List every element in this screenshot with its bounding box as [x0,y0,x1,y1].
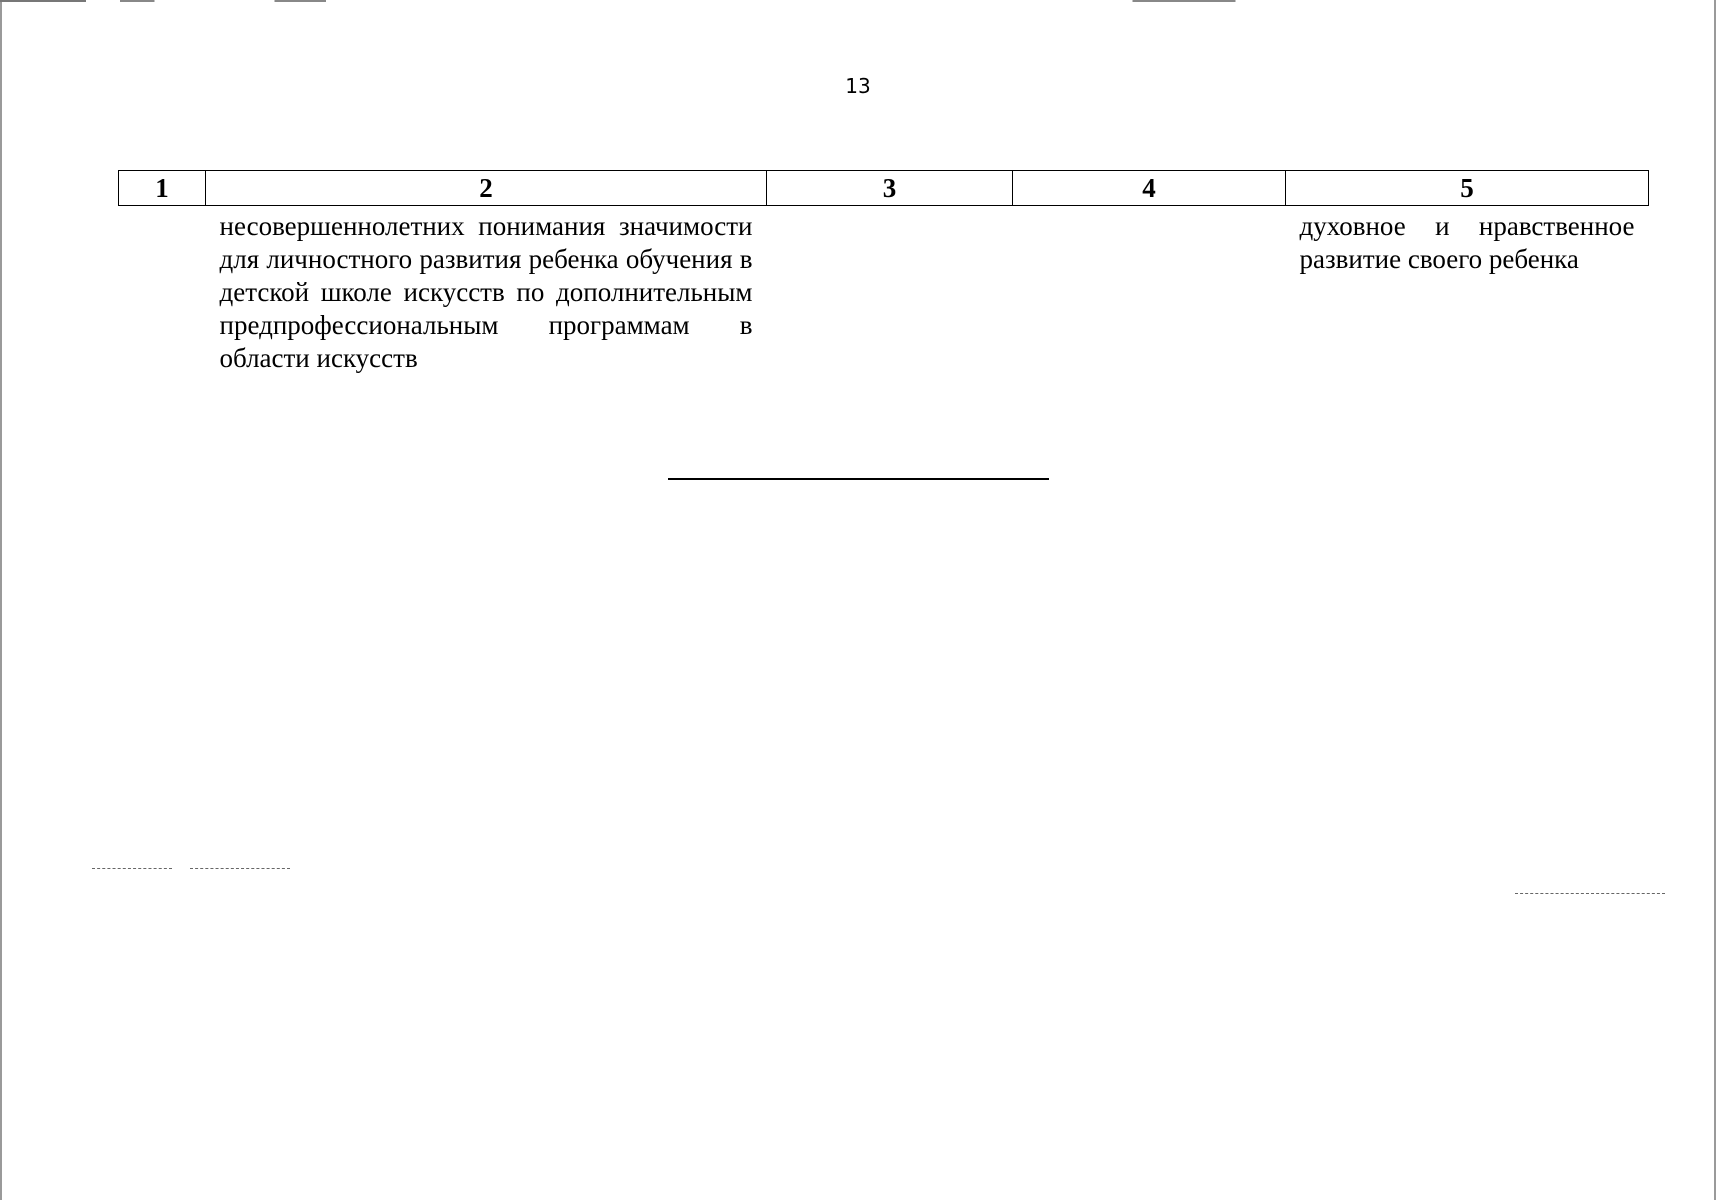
scan-border-top [0,0,1716,2]
table-cell-col5: духовное и нравственное развитие своего ребенка [1286,206,1649,376]
column-number-2: 2 [206,171,767,206]
page-number: 13 [845,74,871,98]
scan-artifact-right [1515,893,1665,895]
column-number-4: 4 [1013,171,1286,206]
column-number-5: 5 [1286,171,1649,206]
column-number-1: 1 [119,171,206,206]
table-cell-col3 [767,206,1013,376]
table-cell-col1 [119,206,206,376]
scan-artifact-left-2 [190,868,290,870]
table-cell-col4 [1013,206,1286,376]
end-of-document-rule [668,478,1049,480]
column-number-3: 3 [767,171,1013,206]
scan-artifact-left [92,868,172,870]
table-row [119,206,1649,376]
document-table [118,170,1649,375]
table-header-row [119,171,1649,206]
table-cell-col2: несовершеннолетних понимания значимости для личностного развития ребенка обучения в детской школе искусств по дополнительным предпрофессиональным программам в области искусств [206,206,767,376]
scan-border-left [0,0,2,1200]
